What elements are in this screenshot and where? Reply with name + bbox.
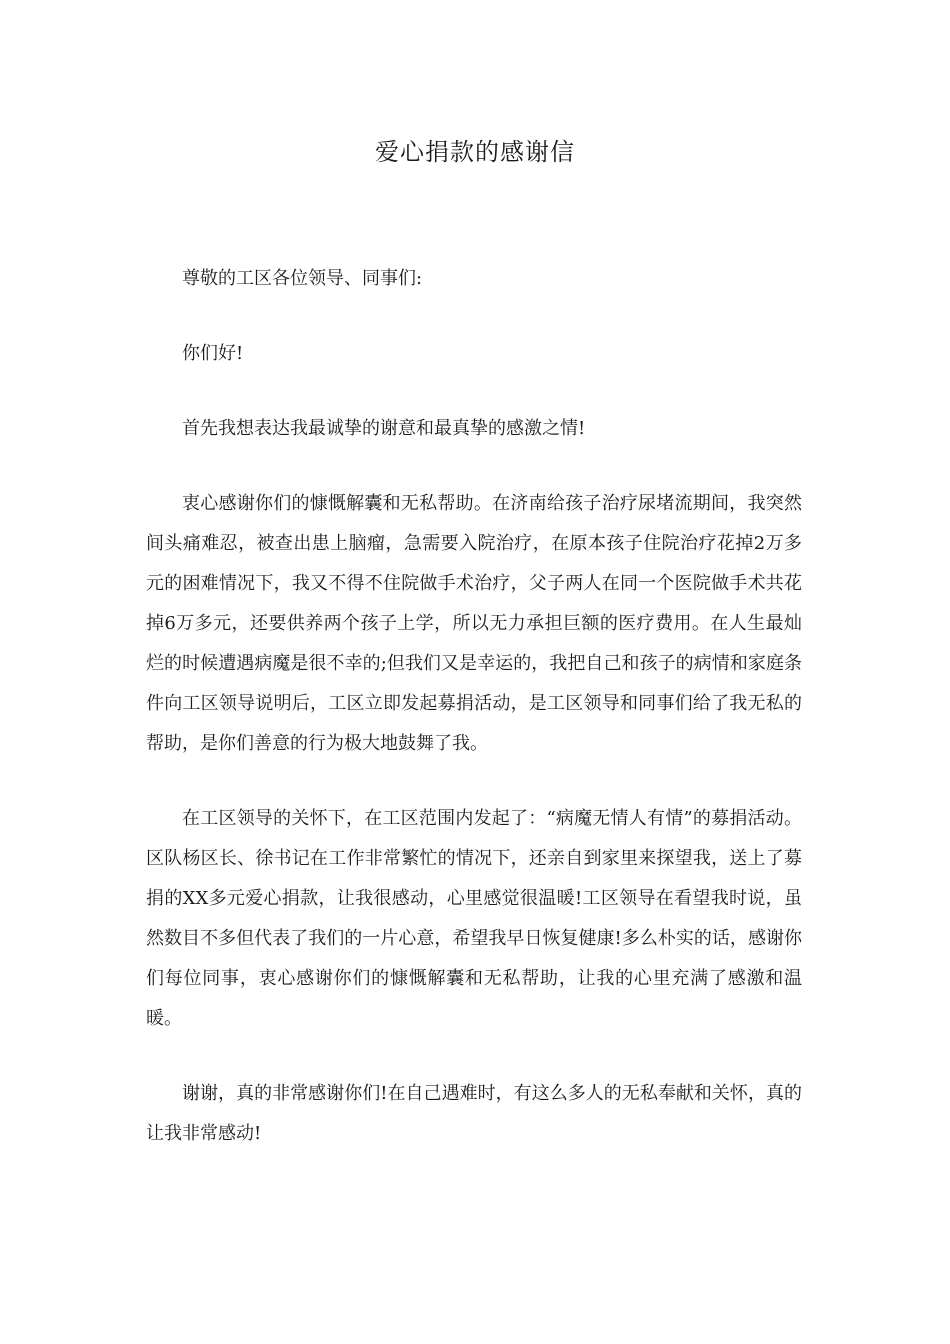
body-paragraph: 衷心感谢你们的慷慨解囊和无私帮助。在济南给孩子治疗尿堵流期间，我突然间头痛难忍，被查出患上脑瘤，急需要入院治疗，在原本孩子住院治疗花掉2万多元的困难情况下，我又不得不住院做手术治疗，父子两人在同一个医院做手术共花掉6万多元，还要供养两个孩子上学，所以无力承担巨额的医疗费用。在人生最灿烂的时候遭遇病魔是很不幸的;但我们又是幸运的，我把自己和孩子的病情和家庭条件向工区领导说明后，工区立即发起募捐活动，是工区领导和同事们给了我无私的帮助，是你们善意的行为极大地鼓舞了我。: [146, 493, 802, 754]
paragraph-gap: [146, 374, 802, 409]
document-title: 爱心捐款的感谢信: [375, 138, 575, 166]
paragraph-gap: [146, 449, 802, 484]
paragraph-gap: [146, 764, 802, 799]
opening-paragraph: 首先我想表达我最诚挚的谢意和最真挚的感激之情!: [182, 418, 586, 439]
body-paragraph: 在工区领导的关怀下，在工区范围内发起了：“病魔无情人有情”的募捐活动。区队杨区长、徐书记在工作非常繁忙的情况下，还亲自到家里来探望我，送上了募捐的XX多元爱心捐款，让我很感动，心里感觉很温暖!工区领导在看望我时说，虽然数目不多但代表了我们的一片心意，希望我早日恢复健康!多么朴实的话，感谢你们每位同事，衷心感谢你们的慷慨解囊和无私帮助，让我的心里充满了感激和温暖。: [146, 808, 802, 1029]
paragraph-gap: [146, 1039, 802, 1074]
paragraph-gap: [146, 299, 802, 334]
closing-paragraph: 谢谢，真的非常感谢你们!在自己遇难时，有这么多人的无私奉献和关怀，真的让我非常感动!: [146, 1083, 802, 1144]
salutation: 尊敬的工区各位领导、同事们:: [182, 268, 423, 289]
greeting: 你们好!: [182, 343, 244, 364]
letter-body: [146, 259, 802, 1154]
